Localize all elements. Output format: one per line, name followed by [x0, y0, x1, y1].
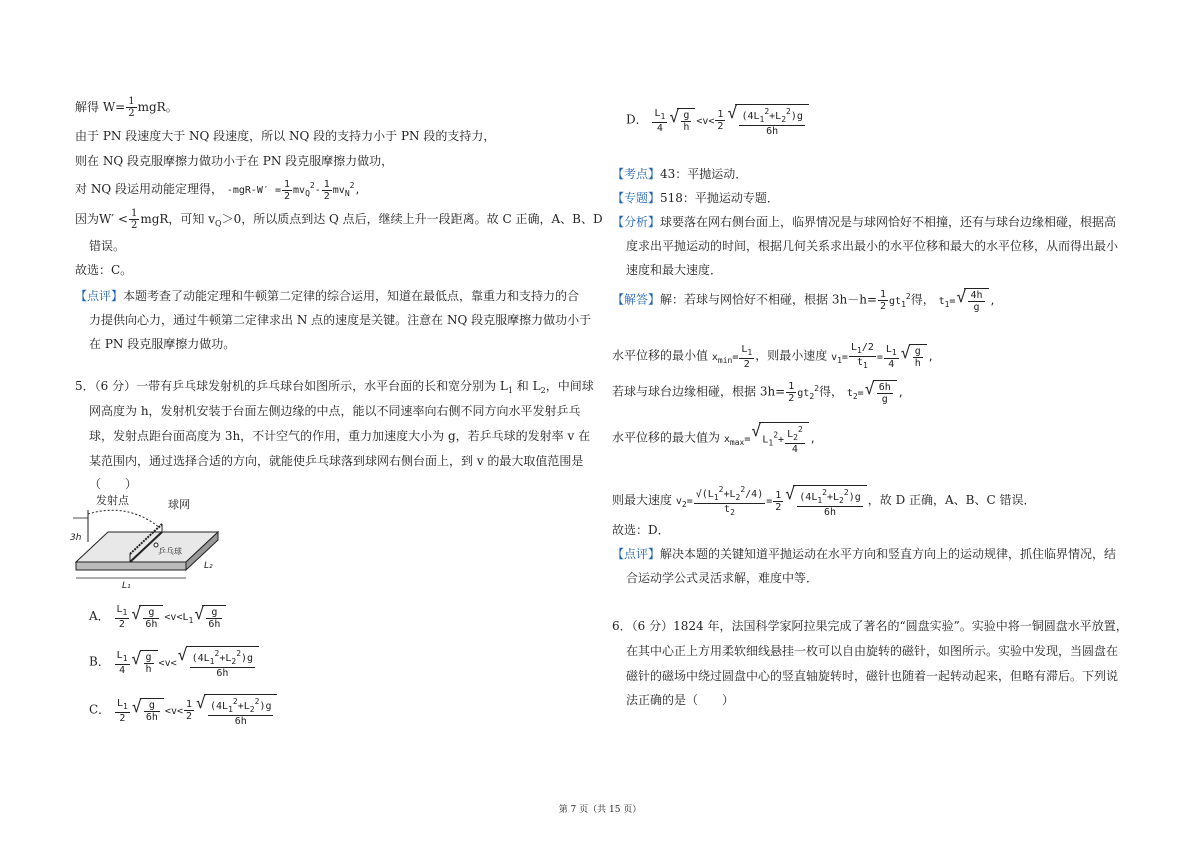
question-5-line: 5．（6 分）一带有乒乓球发射机的乒乓球台如图所示，水平台面的长和宽分别为 $L_1$ 和 $L_2$，中间球: [75, 379, 594, 395]
max-speed-line: 则最大速度 $v_2=$ $\frac{√(L_1^2+L_2^2/4)}{t_2}$ = $\frac{1}{2}$ √ $\frac{(4L_1^2+L_2^2)g}{6h}$ ，故 D 正确，A、B、C 错误．: [612, 483, 1036, 518]
text-line: 因为W′ < $\frac{1}{2}$ mgR，可知 $v_Q>0$，所以质点到达 Q 点后，继续上升一段距离。故 C 正确，A、B、D: [75, 208, 603, 231]
text-line: 度求出平抛运动的时间，根据几何关系求出最小的水平位移和最大的水平位移，从而得出最小: [626, 239, 1119, 253]
option-a: A． $\frac{L_1}{2}$ √ $\frac{g}{6h}$ $<v<L_1$ √ $\frac{g}{6h}$: [89, 604, 227, 630]
answer-choice: 故选：C。: [75, 263, 133, 277]
max-displacement-line: 水平位移的最大值为 $x_{max}=$ √ $L_1^2+$ $\frac{L_2^2}{4}$ ,: [612, 421, 816, 455]
ping-pong-table-figure: [68, 492, 228, 590]
text-line: 合运动学公式灵活求解，难度中等．: [626, 571, 819, 585]
fenxi-line: 【分析】球要落在网右侧台面上，临界情况是与球网恰好不相撞，还有与球台边缘相碰，根据高: [612, 215, 1117, 229]
text-line: 在 PN 段克服摩擦力做功。: [89, 337, 236, 351]
option-d: D． $\frac{L_1}{4}$ √ $\frac{g}{h}$ <v< $\frac{1}{2}$ √ $\frac{(4L_1^2+L_2^2)g}{6h}$: [626, 104, 810, 137]
page-footer: 第 7 页（共 15 页）: [558, 805, 642, 815]
text-line: 某范围内，通过选择合适的方向，就能使乒乓球落到球网右侧台面上，到 v 的最大取值范围是: [89, 454, 584, 468]
comment-tag: 【点评】: [75, 289, 124, 303]
zhuanti-line: 【专题】518：平抛运动专题．: [612, 191, 779, 205]
label-3h: 3h: [70, 533, 82, 543]
jieda-line: 【解答】解：若球与网恰好不相碰，根据 3h－h= $\frac{1}{2}$ $gt_1^2$得， $t_1=$ √ $\frac{4h}{g}$ ,: [612, 287, 996, 313]
fenxi-tag: 【分析】: [612, 215, 661, 229]
label-L1: L₁: [122, 581, 131, 590]
kaodian-tag: 【考点】: [612, 167, 661, 181]
text-line: 在其中心正上方用柔软细线悬挂一枚可以自由旋转的磁针，如图所示。实验中发现，当圆盘在: [626, 644, 1119, 658]
comment-tag: 【点评】: [612, 547, 661, 561]
comment-line: 【点评】解决本题的关键知道平抛运动在水平方向和竖直方向上的运动规律，抓住临界情况，结: [612, 547, 1117, 561]
text-line: （ ）: [89, 477, 138, 491]
question-6-line: 6．（6 分）1824 年，法国科学家阿拉果完成了著名的“圆盘实验”。实验中将一铜圆盘水平放置，: [612, 619, 1128, 633]
text-line: 速度和最大速度．: [626, 263, 723, 277]
label-ball: 乒乓球: [158, 547, 182, 556]
label-net: 球网: [168, 498, 190, 511]
text-line: 法正确的是（ ）: [626, 693, 735, 707]
energy-theorem-line: 对 NQ 段运用动能定理得， -mgR-W′ = $\frac{1}{2}$ $mv_Q^2-$ $\frac{1}{2}$ $mv_N^2$,: [75, 178, 361, 202]
text-line: 球，发射点距台面高度为 3h，不计空气的作用，重力加速度大小为 g，若乒乓球的发射率 v 在: [89, 429, 591, 443]
text-line: 力提供向心力，通过牛顿第二定律求出 N 点的速度是关键。注意在 NQ 段克服摩擦力做功小于: [89, 313, 592, 327]
comment-line: 【点评】本题考查了动能定理和牛顿第二定律的综合运用，知道在最低点，靠重力和支持力的合: [75, 289, 580, 303]
text-line: 错误。: [89, 239, 126, 253]
answer-choice: 故选：D．: [612, 523, 670, 537]
solve-w: 解得 W= $\frac{1}{2}$ mgR。: [75, 96, 178, 119]
option-b: B． $\frac{L_1}{4}$ √ $\frac{g}{h}$ <v< √ $\frac{(4L_1^2+L_2^2)g}{6h}$: [89, 646, 260, 679]
label-launch-point: 发射点: [96, 494, 129, 507]
min-displacement-line: 水平位移的最小值 $x_{min}=$ $\frac{L_1}{2}$ ，则最小速度 $v_1=$ $\frac{L_1/2}{t_1}$ = $\frac{L_1}{4}$ √ $\frac{g}{h}$ ,: [612, 342, 934, 370]
text-line: 由于 PN 段速度大于 NQ 段速度，所以 NQ 段的支持力小于 PN 段的支持力，: [75, 129, 496, 143]
kaodian-line: 【考点】43：平抛运动．: [612, 167, 748, 181]
jieda-tag: 【解答】: [612, 292, 661, 307]
edge-line: 若球与球台边缘相碰，根据 3h= $\frac{1}{2}$ $gt_2^2$得， $t_2=$ √ $\frac{6h}{g}$ ,: [612, 379, 904, 405]
text-line: 则在 NQ 段克服摩擦力做功小于在 PN 段克服摩擦力做功，: [75, 154, 394, 168]
label-L2: L₂: [204, 561, 213, 571]
zhuanti-tag: 【专题】: [612, 191, 661, 205]
text-line: 磁针的磁场中绕过圆盘中心的竖直轴旋转时，磁针也随着一起转动起来，但略有滞后。下列说: [626, 669, 1119, 683]
option-c: C． $\frac{L_1}{2}$ √ $\frac{g}{6h}$ <v< $\frac{1}{2}$ √ $\frac{(4L_1^2+L_2^2)g}{6h}$: [89, 694, 278, 727]
text-line: 网高度为 h，发射机安装于台面左侧边缘的中点，能以不同速率向右侧不同方向水平发射乒乓: [89, 404, 581, 418]
